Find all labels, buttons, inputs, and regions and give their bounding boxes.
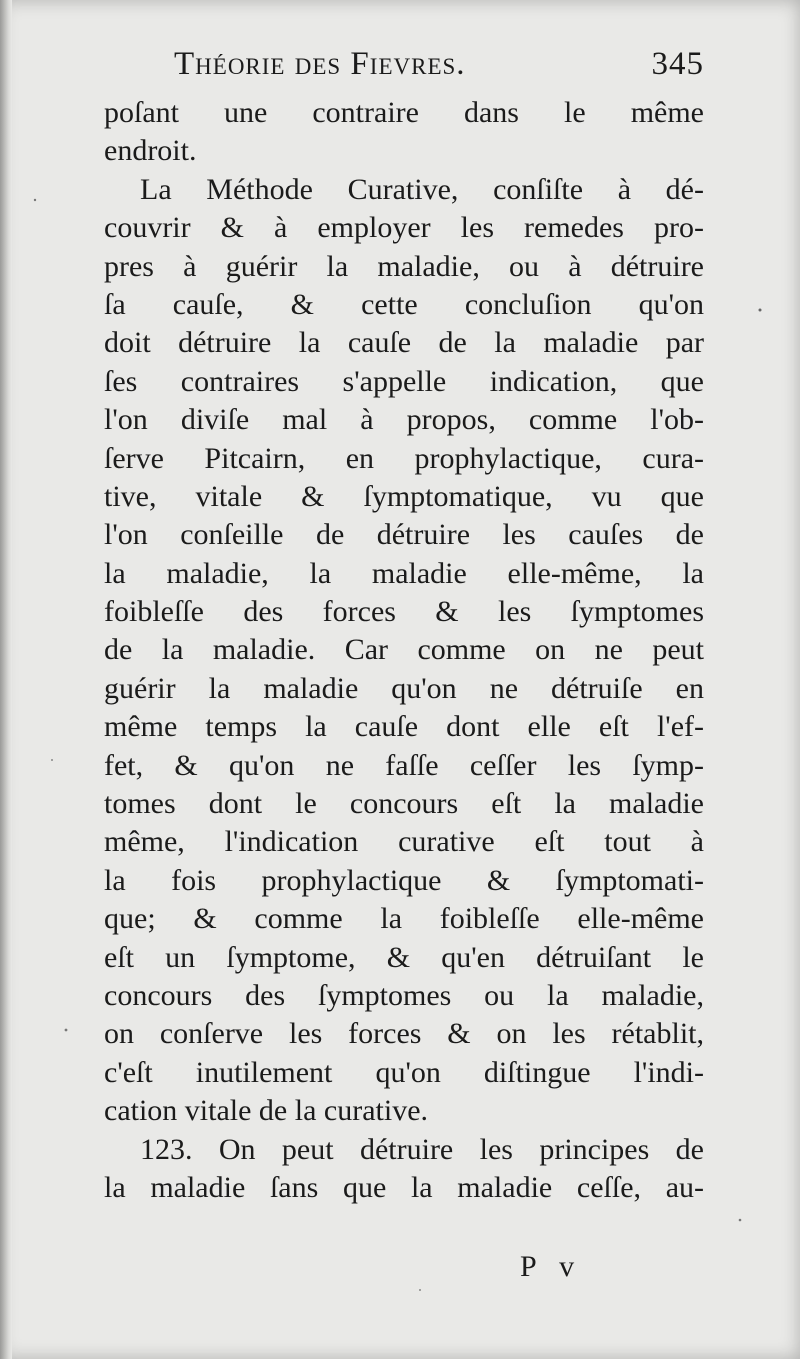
text-line: l'on diviſe mal à propos, comme l'ob- [104,403,704,437]
text-line: cation vitale de la curative. [104,1094,429,1128]
running-title: Théorie des Fievres. [174,46,466,82]
text-line: la fois prophylactique & ſymptomati- [104,863,704,897]
body-text [104,94,704,1207]
running-head [104,40,704,94]
text-line: fet, & qu'on ne faſſe ceſſer les ſymp- [104,748,704,782]
text-line: la maladie ſans que la maladie ceſſe, au- [104,1170,704,1204]
text-line: poſant une contraire dans le même [104,96,704,129]
text-line: l'on conſeille de détruire les cauſes de [104,518,704,552]
text-line: La Méthode Curative, conſiſte à dé- [140,172,704,206]
page-number: 345 [651,46,704,82]
text-line: même temps la cauſe dont elle eſt l'ef- [104,710,704,744]
text-line: on conſerve les forces & on les rétablit, [104,1017,704,1051]
text-line: c'eſt inutilement qu'on diſtingue l'indi- [104,1055,704,1089]
text-block [104,40,704,1207]
text-line: concours des ſymptomes ou la maladie, [104,978,704,1012]
text-line: ſa cauſe, & cette concluſion qu'on [104,287,704,321]
text-line: la maladie, la maladie elle-même, la [104,556,704,590]
text-line: tomes dont le concours eſt la maladie [104,787,704,821]
text-line: de la maladie. Car comme on ne peut [104,633,704,667]
text-line: ſes contraires s'appelle indication, que [104,364,704,398]
text-line: couvrir & à employer les remedes pro- [104,211,704,245]
text-line: que; & comme la foibleſſe elle-même [104,902,704,936]
text-line: doit détruire la cauſe de la maladie par [104,326,704,360]
text-line: ſerve Pitcairn, en prophylactique, cura- [104,441,704,475]
text-line: même, l'indication curative eſt tout à [104,825,704,859]
signature-mark: P v [520,1250,583,1283]
text-line: 123. On peut détruire les principes de [140,1132,704,1166]
text-line: foibleſſe des forces & les ſymptomes [104,595,704,629]
page-gutter-shadow [0,0,12,1359]
text-line: tive, vitale & ſymptomatique, vu que [104,479,704,513]
text-line: endroit. [104,134,197,168]
text-line: eſt un ſymptome, & qu'en détruiſant le [104,940,704,974]
text-line: pres à guérir la maladie, ou à détruire [104,249,704,283]
text-line: guérir la maladie qu'on ne détruiſe en [104,671,704,705]
